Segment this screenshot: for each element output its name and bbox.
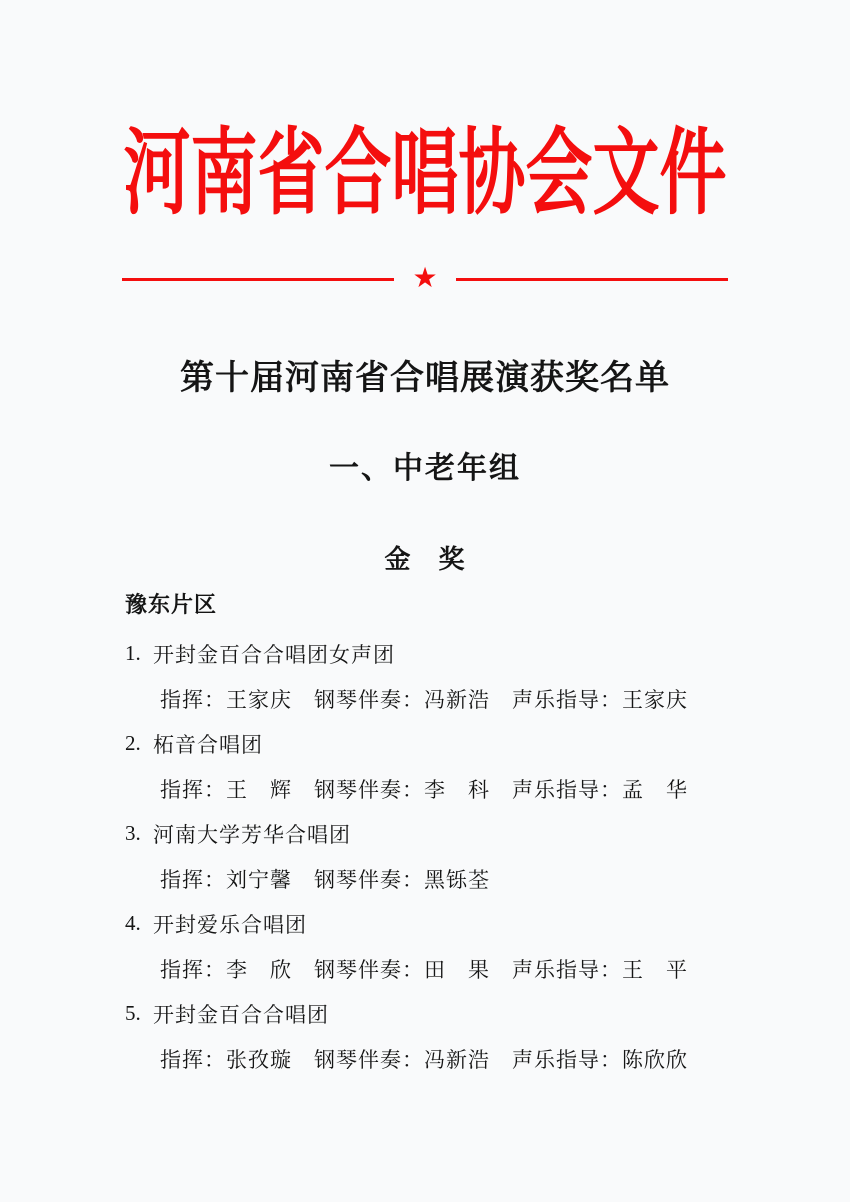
- team-name: 开封金百合合唱团女声团: [153, 642, 395, 667]
- credits-line: 指挥：王 辉 钢琴伴奏：李 科 声乐指导：孟 华: [160, 777, 688, 802]
- team-name: 开封爱乐合唱团: [153, 912, 307, 937]
- group-heading: 一、中老年组: [329, 452, 521, 485]
- team-name: 河南大学芳华合唱团: [153, 822, 351, 847]
- team-name: 柘音合唱团: [153, 732, 263, 757]
- winner-item: [125, 721, 734, 811]
- region-heading: 豫东片区: [125, 592, 218, 617]
- winner-number: 3.: [125, 821, 141, 845]
- credits-line: 指挥：王家庆 钢琴伴奏：冯新浩 声乐指导：王家庆: [160, 687, 688, 712]
- credits-line: 指挥：刘宁馨 钢琴伴奏：黑铄荃: [160, 867, 490, 892]
- team-name: 开封金百合合唱团: [153, 1002, 329, 1027]
- winner-number: 2.: [125, 731, 141, 755]
- winner-item: [125, 991, 734, 1081]
- winner-list: [125, 631, 734, 1081]
- winner-item: [125, 901, 734, 991]
- letterhead-divider: [122, 263, 728, 295]
- credits-line: 指挥：张孜璇 钢琴伴奏：冯新浩 声乐指导：陈欣欣: [160, 1047, 688, 1072]
- letterhead-title: 河南省合唱协会文件: [123, 122, 727, 226]
- star-icon: ★: [412, 263, 438, 294]
- winner-number: 4.: [125, 911, 141, 935]
- winner-item: [125, 811, 734, 901]
- winner-item: [125, 631, 734, 721]
- divider-line-left: [122, 278, 394, 281]
- credits-line: 指挥：李 欣 钢琴伴奏：田 果 声乐指导：王 平: [160, 957, 688, 982]
- award-heading: 金 奖: [384, 545, 466, 574]
- document-title: 第十届河南省合唱展演获奖名单: [180, 360, 670, 397]
- winner-number: 5.: [125, 1001, 141, 1025]
- divider-line-right: [456, 278, 728, 281]
- winner-number: 1.: [125, 641, 141, 665]
